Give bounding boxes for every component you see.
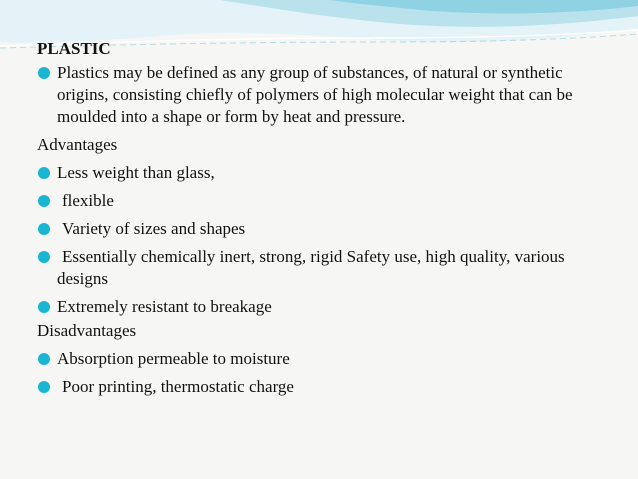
bullet-dot-icon [38, 195, 50, 207]
slide-title: PLASTIC [37, 39, 111, 58]
definition-list [37, 62, 617, 128]
list-item: Essentially chemically inert, strong, rigid Safety use, high quality, various designs [37, 246, 617, 290]
bullet-dot-icon [38, 381, 50, 393]
list-item: Poor printing, thermostatic charge [37, 376, 617, 398]
disadvantages-heading: Disadvantages [37, 321, 137, 340]
disadvantages-list [37, 348, 617, 398]
slide-content [37, 38, 617, 404]
advantages-heading: Advantages [37, 135, 118, 154]
list-item-definition [37, 62, 617, 128]
bullet-dot-icon [38, 353, 50, 365]
bullet-dot-icon [38, 301, 50, 313]
list-item: Variety of sizes and shapes [37, 218, 617, 240]
bullet-dot-icon [38, 251, 50, 263]
bullet-dot-icon [38, 167, 50, 179]
list-item: Absorption permeable to moisture [37, 348, 617, 370]
bullet-dot-icon [38, 67, 50, 79]
bullet-dot-icon [38, 223, 50, 235]
advantages-list [37, 162, 617, 318]
list-item: Extremely resistant to breakage [37, 296, 617, 318]
list-item: flexible [37, 190, 617, 212]
definition-text: Plastics may be defined as any group of substances, of natural or synthetic origins, consisting chiefly of polymers of high molecular weight that can be moulded into a shape or form by heat and pressure. [57, 63, 573, 126]
list-item: Less weight than glass, [37, 162, 617, 184]
